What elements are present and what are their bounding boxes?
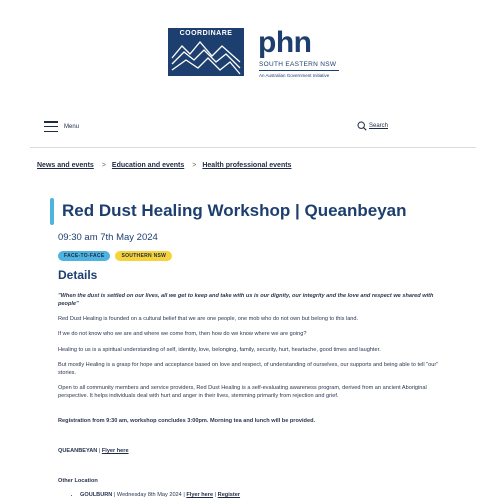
breadcrumb-education-events[interactable]: Education and events bbox=[111, 162, 185, 169]
phn-logo-text: phn bbox=[258, 26, 312, 59]
other-location-flyer-link[interactable]: Flyer here bbox=[186, 492, 214, 498]
details-heading: Details bbox=[58, 268, 98, 282]
breadcrumb-health-professional-events[interactable]: Health professional events bbox=[202, 162, 292, 169]
registration-info: Registration from 9:30 am, workshop concludes 3:00pm. Morning tea and lunch will be provided. bbox=[58, 418, 316, 424]
flyer-link[interactable]: Flyer here bbox=[101, 448, 129, 454]
search-icon bbox=[357, 121, 367, 131]
other-location-separator: | bbox=[213, 492, 218, 498]
event-paragraph-4: But mostly Healing is a grasp for hope and acceptance based on love and respect, of understanding of ourselves, our supports and being able to tell "our" stories. bbox=[58, 362, 439, 376]
breadcrumb bbox=[37, 162, 291, 169]
other-location-register-link[interactable]: Register bbox=[217, 492, 241, 498]
location-name: QUEANBEYAN bbox=[58, 448, 98, 454]
tag-southern-nsw[interactable]: SOUTHERN NSW bbox=[115, 251, 172, 261]
breadcrumb-separator: > bbox=[101, 162, 106, 169]
breadcrumb-news-events[interactable]: News and events bbox=[37, 162, 94, 169]
phn-logo-divider bbox=[259, 70, 339, 71]
event-paragraph-5: Open to all community members and service providers, Red Dust Healing is a self-evaluating awareness program, derived from an ancient Aboriginal perspective. It helps individuals deal with hurt and anger in their lives, stemming primarily from rejection and grief. bbox=[58, 385, 427, 399]
location-line bbox=[58, 447, 448, 455]
other-location-heading: Other Location bbox=[58, 478, 98, 484]
breadcrumb-separator: > bbox=[192, 162, 197, 169]
mountain-pattern-icon bbox=[168, 28, 244, 76]
hamburger-icon bbox=[44, 121, 58, 132]
header-divider bbox=[30, 147, 476, 148]
title-accent-bar bbox=[50, 198, 54, 225]
tag-face-to-face[interactable]: FACE-TO-FACE bbox=[58, 251, 110, 261]
other-location-date: | Wednesday 8th May 2024 | bbox=[112, 492, 187, 498]
phn-logo bbox=[258, 28, 378, 78]
coordinare-logo-text: COORDINARE bbox=[179, 30, 233, 37]
phn-logo-subtitle: SOUTH EASTERN NSW bbox=[259, 61, 337, 68]
event-paragraph-1: Red Dust Healing is founded on a cultural belief that we are one people, one mob who do not own but belong to this land. bbox=[58, 316, 359, 322]
event-paragraph-3: Healing to us is a spiritual understanding of self, identity, love, belonging, family, security, hurt, heartache, good times and laughter. bbox=[58, 347, 381, 353]
list-item bbox=[80, 491, 240, 499]
search-button[interactable] bbox=[357, 121, 388, 131]
menu-button[interactable] bbox=[44, 121, 79, 132]
site-logo[interactable] bbox=[168, 28, 378, 78]
event-datetime: 09:30 am 7th May 2024 bbox=[58, 232, 158, 243]
coordinare-logo bbox=[168, 28, 244, 76]
other-location-name: GOULBURN bbox=[80, 492, 113, 498]
phn-logo-gov: An Australian Government Initiative bbox=[259, 73, 330, 78]
search-label: Search bbox=[369, 123, 389, 129]
page-title: Red Dust Healing Workshop | Queanbeyan bbox=[62, 201, 407, 220]
event-quote: "When the dust is settled on our lives, all we get to keep and take with us is our dignity, our integrity and the love and respect we shared with people" bbox=[58, 293, 434, 307]
event-paragraph-2: If we do not know who we are and where we come from, then how do we know where we are going? bbox=[58, 331, 307, 337]
menu-label: Menu bbox=[64, 123, 80, 130]
other-location-list bbox=[58, 491, 240, 499]
event-tags bbox=[58, 251, 172, 261]
location-separator: | bbox=[97, 448, 102, 454]
